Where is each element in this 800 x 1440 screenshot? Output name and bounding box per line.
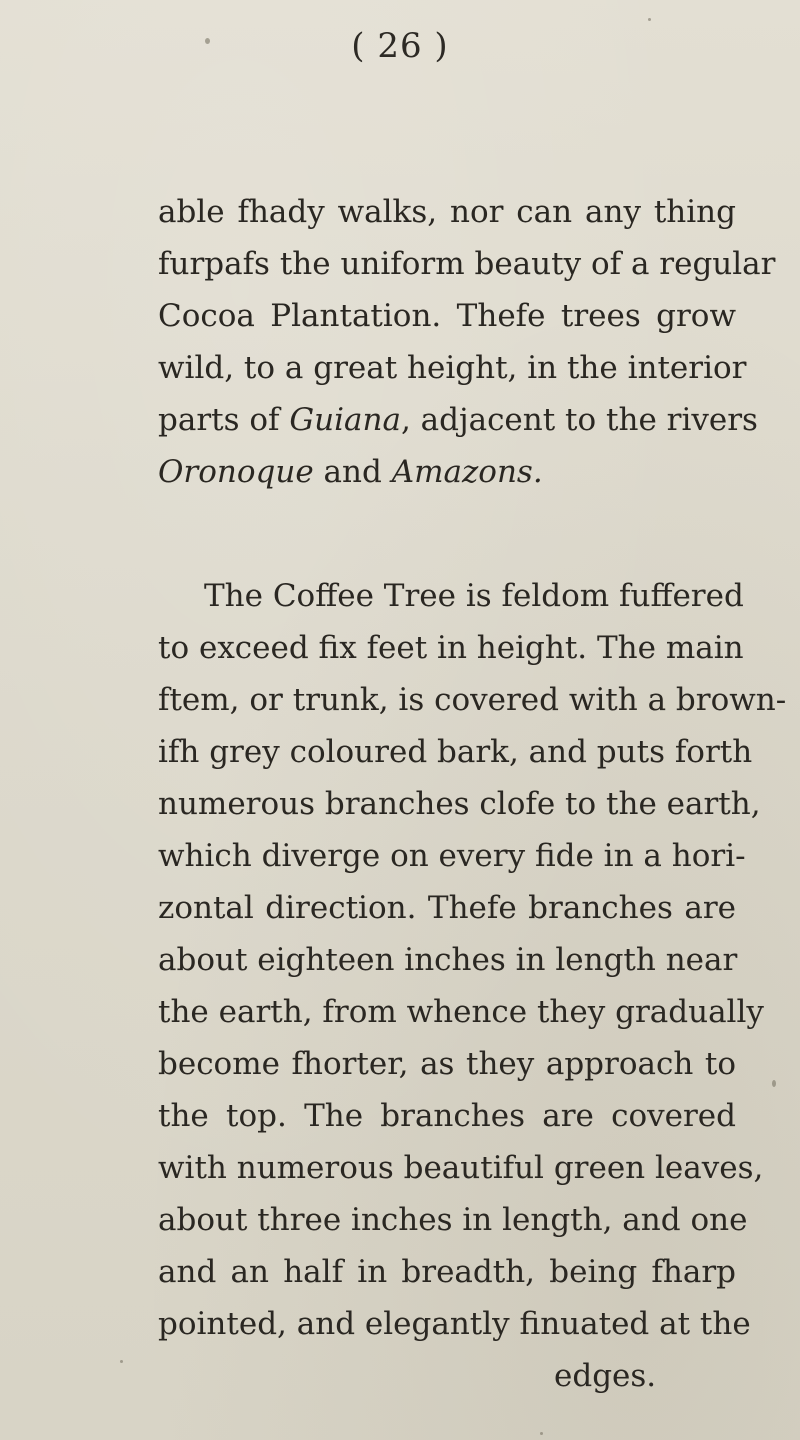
- river-name-amazons: Amazons.: [391, 454, 543, 490]
- text-span: , adjacent to the rivers: [400, 402, 758, 438]
- paper-speck: [120, 1360, 123, 1363]
- text-line: ftem, or trunk, is covered with a brown-: [158, 682, 787, 718]
- river-name-oronoque: Oronoque: [158, 454, 314, 490]
- paper-speck: [772, 1080, 776, 1087]
- text-line: wild, to a great height, in the interior: [158, 350, 747, 386]
- text-line: the earth, from whence they gradually: [158, 994, 764, 1030]
- text-line: The Coffee Tree is feldom fuffered: [204, 578, 744, 614]
- text-line: and an half in breadth, being fharp: [158, 1254, 736, 1290]
- catchword: edges.: [554, 1358, 657, 1394]
- text-span: and: [313, 454, 392, 490]
- text-line: which diverge on every fide in a hori-: [158, 838, 746, 874]
- text-line: Cocoa Plantation. Thefe trees grow: [158, 298, 736, 334]
- text-line: numerous branches clofe to the earth,: [158, 786, 761, 822]
- text-span: parts of: [158, 402, 290, 438]
- paper-speck: [540, 1432, 543, 1435]
- text-line: about three inches in length, and one: [158, 1202, 748, 1238]
- page-number: ( 26 ): [351, 26, 449, 66]
- paper-speck: [205, 38, 210, 44]
- text-line: about eighteen inches in length near: [158, 942, 738, 978]
- text-line: ifh grey coloured bark, and puts forth: [158, 734, 753, 770]
- paper-speck: [648, 18, 651, 21]
- text-line: able fhady walks, nor can any thing: [158, 194, 736, 230]
- text-line: become fhorter, as they approach to: [158, 1046, 736, 1082]
- place-name-guiana: Guiana: [289, 402, 401, 438]
- text-line: to exceed fix feet in height. The main: [158, 630, 744, 666]
- text-line: zontal direction. Thefe branches are: [158, 890, 736, 926]
- text-line: [158, 400, 758, 440]
- text-line: pointed, and elegantly finuated at the: [158, 1306, 751, 1342]
- text-line: with numerous beautiful green leaves,: [158, 1150, 764, 1186]
- text-line: the top. The branches are covered: [158, 1098, 736, 1134]
- text-line: [158, 452, 736, 492]
- text-line: furpafs the uniform beauty of a regular: [158, 246, 776, 282]
